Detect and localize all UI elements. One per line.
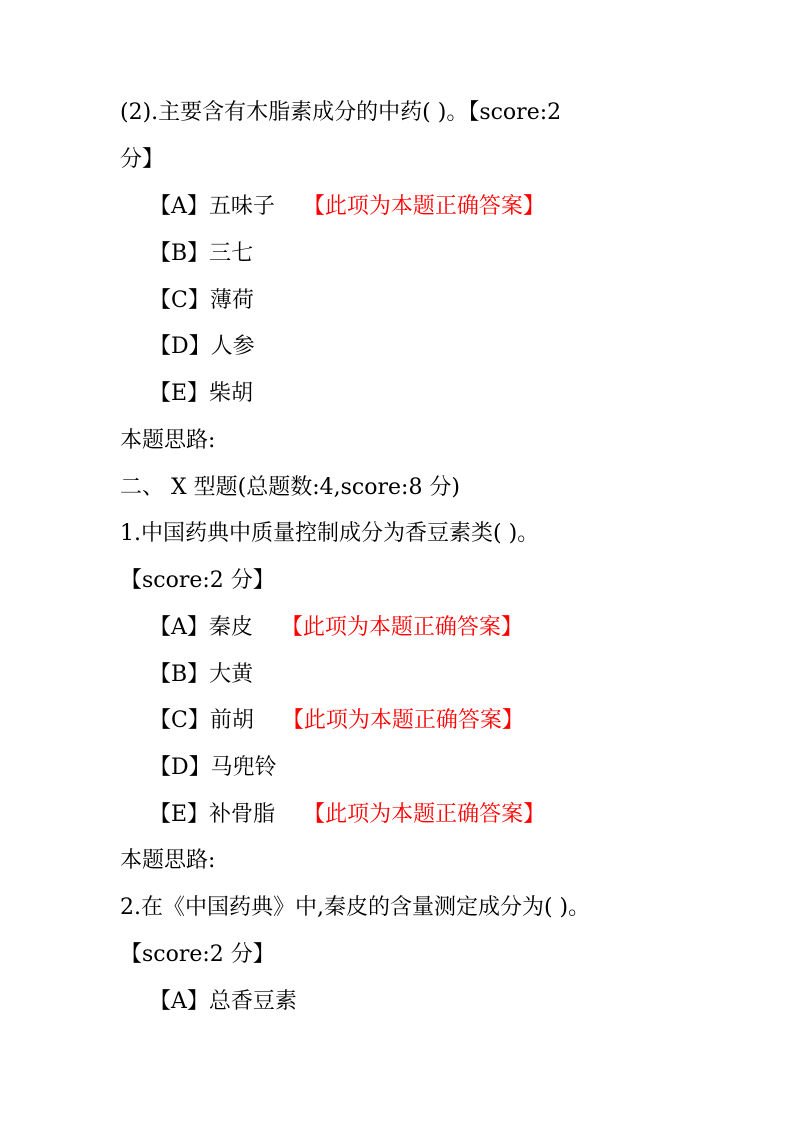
correct-answer-mark: 【此项为本题正确答案】 — [280, 615, 523, 640]
correct-answer-mark: 【此项为本题正确答案】 — [302, 194, 545, 219]
correct-answer-mark: 【此项为本题正确答案】 — [303, 802, 546, 827]
option-label: 【E】柴胡 — [149, 381, 254, 406]
section-header: 二、 X 型题(总题数:4,score:8 分) — [120, 475, 461, 500]
x2-option-a — [149, 987, 297, 1017]
q2-analysis-label: 本题思路: — [120, 428, 216, 453]
option-label: 【B】三七 — [149, 241, 254, 266]
x1-option-e — [149, 800, 545, 830]
correct-answer-mark: 【此项为本题正确答案】 — [281, 708, 524, 733]
q2-option-d — [149, 332, 255, 362]
x1-stem-line2: 【score:2 分】 — [120, 568, 275, 593]
option-label: 【D】人参 — [149, 334, 255, 359]
x2-stem-line2: 【score:2 分】 — [120, 942, 275, 967]
x2-stem-line1: 2.在《中国药典》中,秦皮的含量测定成分为( )。 — [120, 895, 591, 920]
option-label: 【A】总香豆素 — [149, 989, 297, 1014]
x1-option-b — [149, 660, 253, 690]
option-label: 【E】补骨脂 — [149, 802, 276, 827]
q2-option-e — [149, 379, 253, 409]
q2-option-a — [149, 192, 545, 222]
x1-option-d — [149, 753, 277, 783]
x1-option-c — [149, 706, 524, 736]
question-2-stem-line2: 分】 — [120, 147, 165, 172]
q2-option-b — [149, 239, 253, 269]
option-label: 【D】马兜铃 — [149, 755, 277, 780]
question-2-stem-line1: (2).主要含有木脂素成分的中药( )。【score:2 — [120, 100, 562, 125]
option-label: 【C】薄荷 — [149, 288, 254, 313]
x1-option-a — [149, 613, 523, 643]
q2-option-c — [149, 286, 254, 316]
option-label: 【C】前胡 — [149, 708, 254, 733]
x1-stem-line1: 1.中国药典中质量控制成分为香豆素类( )。 — [120, 521, 540, 546]
option-label: 【A】秦皮 — [149, 615, 253, 640]
option-label: 【B】大黄 — [149, 662, 254, 687]
x1-analysis-label: 本题思路: — [120, 848, 216, 873]
option-label: 【A】五味子 — [149, 194, 275, 219]
